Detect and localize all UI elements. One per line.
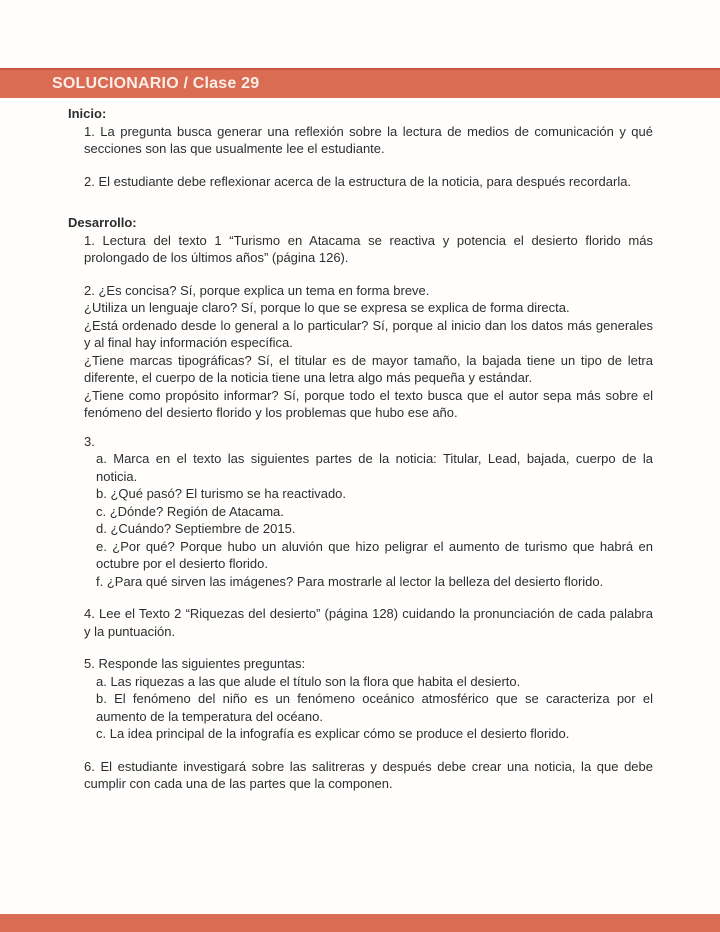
document-body [68, 105, 653, 793]
desarrollo-item-3-sub-f: f. ¿Para qué sirven las imágenes? Para mostrarle al lector la belleza del desierto florido. [96, 573, 604, 589]
desarrollo-item-4: 4. Lee el Texto 2 “Riquezas del desierto” (página 128) cuidando la pronunciación de cada palabra y la puntuación. [84, 606, 653, 639]
desarrollo-item-2-question-5: ¿Tiene como propósito informar? Sí, porque todo el texto busca que el autor sepa más sobre el fenómeno del desierto florido y los problemas que hubo ese año. [84, 387, 653, 420]
page-title: SOLUCIONARIO / Clase 29 [52, 75, 260, 92]
desarrollo-item-3-label: 3. [84, 433, 95, 449]
desarrollo-item-5-sub-b: b. El fenómeno del niño es un fenómeno oceánico atmosférico que se caracteriza por el aumento de la temperatura del océano. [96, 691, 653, 724]
desarrollo-item-3-sub-c: c. ¿Dónde? Región de Atacama. [96, 503, 284, 519]
footer-bar [0, 914, 720, 932]
desarrollo-item-3-sub-b: b. ¿Qué pasó? El turismo se ha reactivado. [96, 486, 347, 501]
desarrollo-item-3-sub-a: a. Marca en el texto las siguientes partes de la noticia: Titular, Lead, bajada, cuerpo de la noticia. [96, 451, 653, 484]
desarrollo-item-2-question-3: ¿Está ordenado desde lo general a lo particular? Sí, porque al inicio dan los datos más generales y al final hay información específica. [84, 317, 653, 350]
desarrollo-item-2-question-2: ¿Utiliza un lenguaje claro? Sí, porque lo que se expresa se explica de forma directa. [84, 300, 570, 315]
desarrollo-item-3-sub-e: e. ¿Por qué? Porque hubo un aluvión que hizo peligrar el aumento de turismo que habrá en octubre por el desierto florido. [96, 538, 653, 571]
desarrollo-item-6: 6. El estudiante investigará sobre las salitreras y después debe crear una noticia, la que debe cumplir con cada una de las partes que la componen. [84, 758, 653, 791]
section-heading-inicio: Inicio: [68, 106, 107, 121]
inicio-item-1: 1. La pregunta busca generar una reflexión sobre la lectura de medios de comunicación y qué secciones son las que usualmente lee el estudiante. [84, 123, 653, 156]
desarrollo-item-5-sub-a: a. Las riquezas a las que alude el título son la flora que habita el desierto. [96, 673, 521, 689]
header-bar [0, 68, 720, 98]
section-heading-desarrollo: Desarrollo: [68, 215, 137, 230]
desarrollo-item-2-question-1: 2. ¿Es concisa? Sí, porque explica un tema en forma breve. [84, 282, 430, 298]
desarrollo-item-2-question-4: ¿Tiene marcas tipográficas? Sí, el titular es de mayor tamaño, la bajada tiene un tipo de letra diferente, el cuerpo de la noticia tiene una letra algo más pequeña y estándar. [84, 352, 653, 385]
inicio-item-2: 2. El estudiante debe reflexionar acerca de la estructura de la noticia, para después recordarla. [84, 173, 632, 189]
desarrollo-item-3-sub-d: d. ¿Cuándo? Septiembre de 2015. [96, 521, 296, 536]
desarrollo-item-5-sub-c: c. La idea principal de la infografía es explicar cómo se produce el desierto florido. [96, 726, 570, 741]
desarrollo-item-1: 1. Lectura del texto 1 “Turismo en Atacama se reactiva y potencia el desierto florido más prolongado de los últimos años” (página 126). [84, 232, 653, 265]
desarrollo-item-5-label: 5. Responde las siguientes preguntas: [84, 656, 306, 671]
